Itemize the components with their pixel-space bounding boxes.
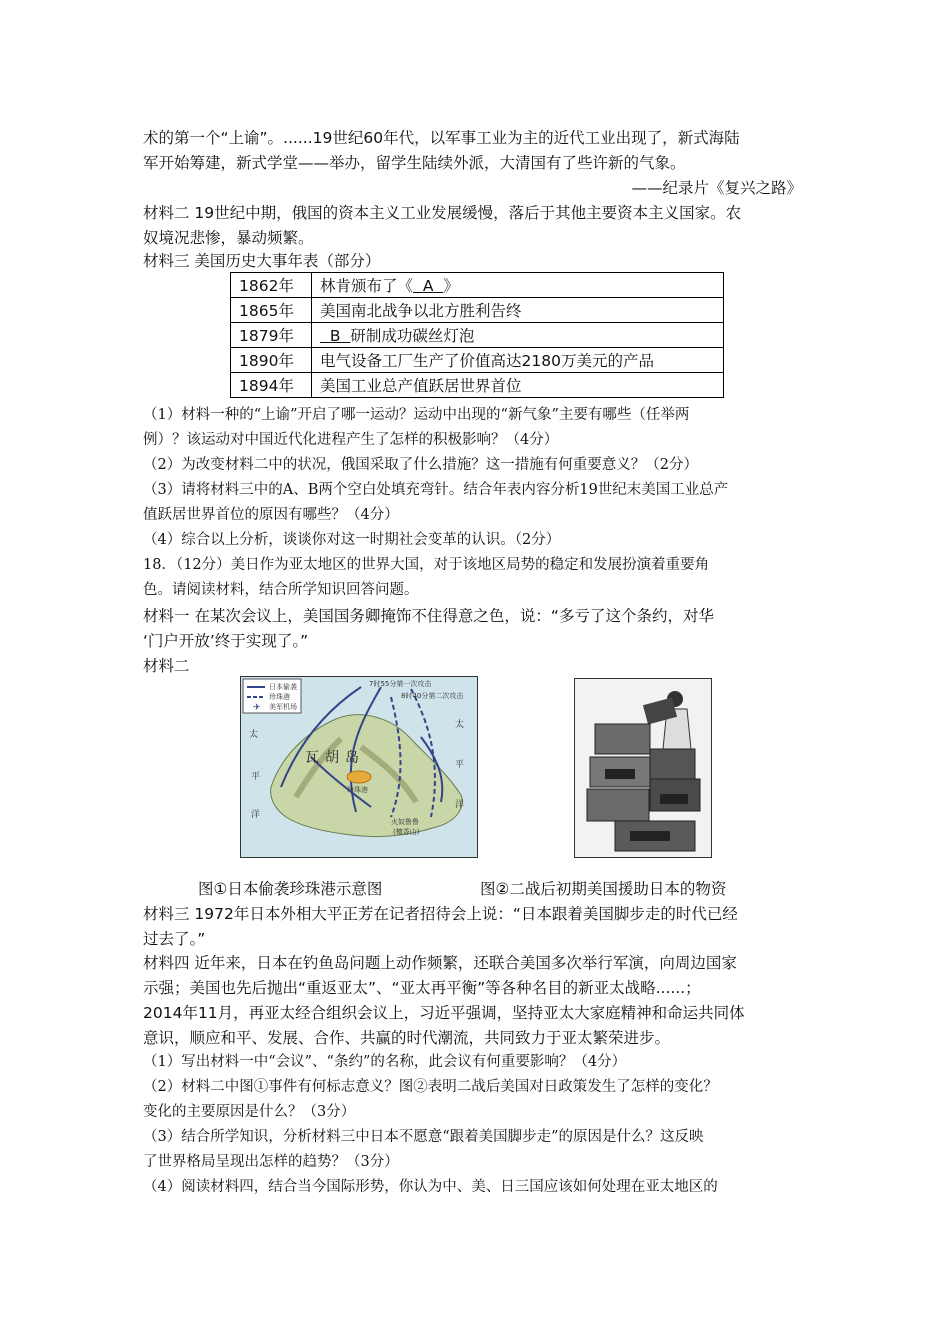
map-label-hu: 胡	[325, 750, 339, 766]
q18-question-2-line-2: 变化的主要原因是什么？（3分）	[143, 1104, 356, 1120]
question-3-line-2: 值跃居世界首位的原因有哪些？（4分）	[143, 507, 399, 523]
q18-material2-label: 材料二	[143, 657, 190, 675]
table-row	[231, 348, 724, 373]
q18-material1-line-2: ‘门户开放’终于实现了。”	[143, 632, 309, 650]
material2-text-line-2: 奴境况悲惨，暴动频繁。	[143, 229, 314, 247]
q18-question-3-line-2: 了世界格局呈现出怎样的趋势？（3分）	[143, 1154, 399, 1170]
q18-material4-line-3: 2014年11月，再亚太经合组织会议上，习近平强调，坚持亚太大家庭精神和命运共同体	[143, 1004, 745, 1022]
q18-intro-line-2: 色。请阅读材料，结合所学知识回答问题。	[143, 582, 419, 598]
table-row	[231, 298, 724, 323]
map-legend-3: 美军机场	[269, 703, 297, 711]
map-label-honolulu-alt: (檀香山)	[393, 828, 420, 836]
q18-material3-line-2: 过去了。”	[143, 930, 206, 948]
question-1-line-1: （1）材料一种的“上谕”开启了哪一运动？运动中出现的“新气象”主要有哪些（任举两	[143, 407, 690, 423]
table-row	[231, 373, 724, 398]
map-label-ping-left: 平	[251, 772, 261, 782]
map-label-pearl-harbor: 珍珠港	[347, 786, 368, 794]
timeline-year: 1894年	[231, 373, 312, 398]
map-label-ping-right: 平	[455, 760, 465, 770]
map-legend-1: 日本偷袭	[269, 683, 297, 691]
pearl-harbor-map	[240, 676, 478, 858]
question-3-line-1: （3）请将材料三中的A、B两个空白处填充弯针。结合年表内容分析19世纪末美国工业总产	[143, 482, 729, 498]
material2-text-line-1: 材料二 19世纪中期，俄国的资本主义工业发展缓慢，落后于其他主要资本主义国家。农	[143, 204, 742, 222]
material3-title: 材料三 美国历史大事年表（部分）	[143, 252, 381, 270]
material1-source: ——纪录片《复兴之路》	[631, 179, 802, 197]
q18-question-3-line-1: （3）结合所学知识，分析材料三中日本不愿意“跟着美国脚步走”的原因是什么？这反映	[143, 1129, 704, 1145]
q18-question-4: （4）阅读材料四，结合当今国际形势，你认为中、美、日三国应该如何处理在亚太地区的	[143, 1179, 718, 1195]
blank-a: A	[413, 277, 444, 295]
map-label-attack-2: 8时40分第二次攻击	[401, 692, 464, 700]
timeline-year: 1890年	[231, 348, 312, 373]
svg-text:✈: ✈	[253, 703, 261, 713]
table-row	[231, 273, 724, 298]
aid-supplies-photo	[574, 678, 712, 858]
q18-material3-line-1: 材料三 1972年日本外相大平正芳在记者招待会上说：“日本跟着美国脚步走的时代已经	[143, 905, 738, 923]
blank-b: B	[320, 327, 351, 345]
timeline-year: 1879年	[231, 323, 312, 348]
question-2: （2）为改变材料二中的状况，俄国采取了什么措施？这一措施有何重要意义？（2分）	[143, 457, 698, 473]
map-legend-2: 珍珠港	[269, 693, 290, 701]
material1-text-line-2: 军开始筹建，新式学堂——举办，留学生陆续外派，大清国有了些许新的气象。	[143, 154, 686, 172]
map-label-yang-left: 洋	[251, 810, 261, 820]
table-row	[231, 323, 724, 348]
map-label-tai-left: 太	[249, 730, 259, 740]
q18-question-1: （1）写出材料一中“会议”、“条约”的名称，此会议有何重要影响？（4分）	[143, 1054, 627, 1070]
q18-material4-line-4: 意识，顺应和平、发展、合作、共赢的时代潮流，共同致力于亚太繁荣进步。	[143, 1029, 671, 1047]
timeline-table	[230, 272, 724, 398]
q18-intro-line-1: 18．（12分）美日作为亚太地区的世界大国，对于该地区局势的稳定和发展扮演着重要角	[143, 557, 710, 573]
timeline-year: 1862年	[231, 273, 312, 298]
figure2-caption: 图②二战后初期美国援助日本的物资	[480, 880, 727, 898]
question-1-line-2: 例）？该运动对中国近代化进程产生了怎样的积极影响？（4分）	[143, 432, 559, 448]
timeline-event: 林肯颁布了《 A 》	[312, 273, 724, 298]
timeline-event: B 研制成功碳丝灯泡	[312, 323, 724, 348]
timeline-event: 美国工业总产值跃居世界首位	[312, 373, 724, 398]
q18-material4-line-2: 示强；美国也先后抛出“重返亚太”、“亚太再平衡”等各种名目的新亚太战略......；	[143, 979, 701, 997]
q18-material1-line-1: 材料一 在某次会议上，美国国务卿掩饰不住得意之色，说：“多亏了这个条约，对华	[143, 607, 714, 625]
map-label-honolulu: 火奴鲁鲁	[391, 818, 419, 826]
figure1-caption: 图①日本偷袭珍珠港示意图	[198, 880, 383, 898]
map-label-tai-right: 太	[455, 720, 465, 730]
map-label-yang-right: 洋	[455, 800, 465, 810]
question-4: （4）综合以上分析，谈谈你对这一时期社会变革的认识。（2分）	[143, 532, 561, 548]
map-label-attack-1: 7时55分第一次攻击	[369, 680, 432, 688]
map-label-dao: 岛	[345, 750, 359, 766]
timeline-event: 电气设备工厂生产了价值高达2180万美元的产品	[312, 348, 724, 373]
material1-text-line-1: 术的第一个“上谕”。......19世纪60年代，以军事工业为主的近代工业出现了，新式海陆	[143, 129, 740, 147]
q18-question-2-line-1: （2）材料二中图①事件有何标志意义？图②表明二战后美国对日政策发生了怎样的变化？	[143, 1079, 718, 1095]
timeline-event: 美国南北战争以北方胜利告终	[312, 298, 724, 323]
q18-material4-line-1: 材料四 近年来，日本在钓鱼岛问题上动作频繁，还联合美国多次举行军演，向周边国家	[143, 954, 737, 972]
photo-icon	[575, 679, 711, 857]
map-label-wa: 瓦	[305, 750, 319, 766]
timeline-year: 1865年	[231, 298, 312, 323]
